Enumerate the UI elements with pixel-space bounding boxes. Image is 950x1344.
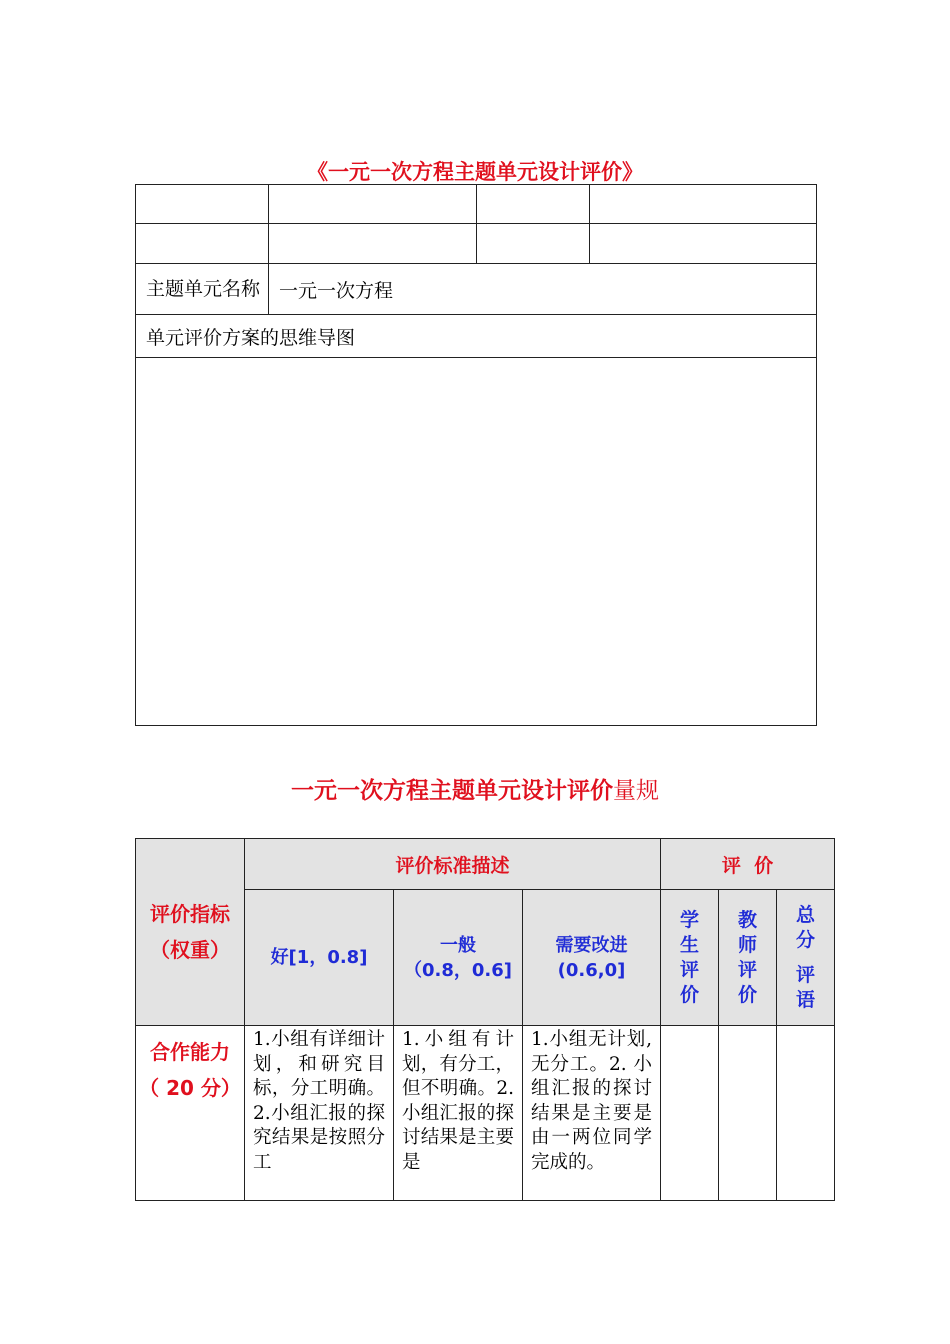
good-description: 1.小组有详细计划，和研究目标，分工明确。2.小组汇报的探究结果是按照分工 [253,1029,385,1173]
header-char: 评 [680,958,700,981]
level-good-header: 好[1，0.8] [245,890,394,1026]
document-title: 《一元一次方程主题单元设计评价》 [307,160,643,184]
rubric-title [135,772,815,806]
rubric-title-bold: 一元一次方程主题单元设计评价 [291,778,613,804]
theme-name-row [136,264,817,315]
level-average-header [394,890,523,1026]
header-char: 评 [796,963,816,986]
indicator-name: 合作能力 [150,1040,230,1064]
level-improve-title: 需要改进 [555,934,628,956]
blank-cell [477,185,590,224]
teacher-eval-cell[interactable] [719,1026,777,1201]
rubric-header-row [136,839,835,890]
info-row-blank-1 [136,185,817,224]
indicator-weight: （ 20 分） [139,1076,241,1100]
table-row [136,1026,835,1201]
header-char: 价 [738,983,758,1006]
header-char: 学 [680,908,700,931]
mindmap-area-row [136,358,817,726]
blank-cell [590,224,817,264]
improve-description-cell [523,1026,661,1201]
header-char: 师 [738,933,758,956]
blank-cell [590,185,817,224]
blank-cell [269,224,477,264]
header-char: 分 [796,928,816,951]
level-average-range: （0.8，0.6] [404,959,512,981]
indicator-header [136,839,245,1026]
header-char: 语 [796,988,816,1011]
improve-description: 1.小组无计划,无分工。2. 小组汇报的探讨结果是主要是由一两位同学完成的。 [531,1029,653,1173]
header-char: 总 [796,903,816,926]
indicator-cell [136,1026,245,1201]
student-eval-cell[interactable] [661,1026,719,1201]
blank-cell [269,185,477,224]
blank-cell [136,185,269,224]
level-improve-header [523,890,661,1026]
header-char: 评 [738,958,758,981]
rubric-table [135,838,835,1201]
total-comment-header [777,890,835,1026]
blank-cell [136,224,269,264]
average-description: 1.小组有计划，有分工，但不明确。2. 小组汇报的探讨结果是主要是 [402,1029,514,1173]
good-description-cell [245,1026,394,1201]
info-row-blank-2 [136,224,817,264]
mindmap-label: 单元评价方案的思维导图 [136,315,817,358]
theme-name-label: 主题单元名称 [136,264,269,315]
indicator-header-weight: （权重） [150,938,230,962]
evaluation-header: 评 价 [661,839,835,890]
rubric-title-suffix: 量规 [613,778,659,804]
student-eval-header [661,890,719,1026]
level-improve-range: (0.6,0] [557,959,626,981]
indicator-header-title: 评价指标 [150,902,230,926]
total-comment-cell[interactable] [777,1026,835,1201]
teacher-eval-header [719,890,777,1026]
header-char: 教 [738,908,758,931]
header-char: 价 [680,983,700,1006]
level-average-title: 一般 [440,934,476,956]
mindmap-area [136,358,817,726]
theme-name-value: 一元一次方程 [269,264,817,315]
criteria-header: 评价标准描述 [245,839,661,890]
blank-cell [477,224,590,264]
info-table [135,184,817,726]
mindmap-label-row [136,315,817,358]
header-char: 生 [680,933,700,956]
average-description-cell [394,1026,523,1201]
